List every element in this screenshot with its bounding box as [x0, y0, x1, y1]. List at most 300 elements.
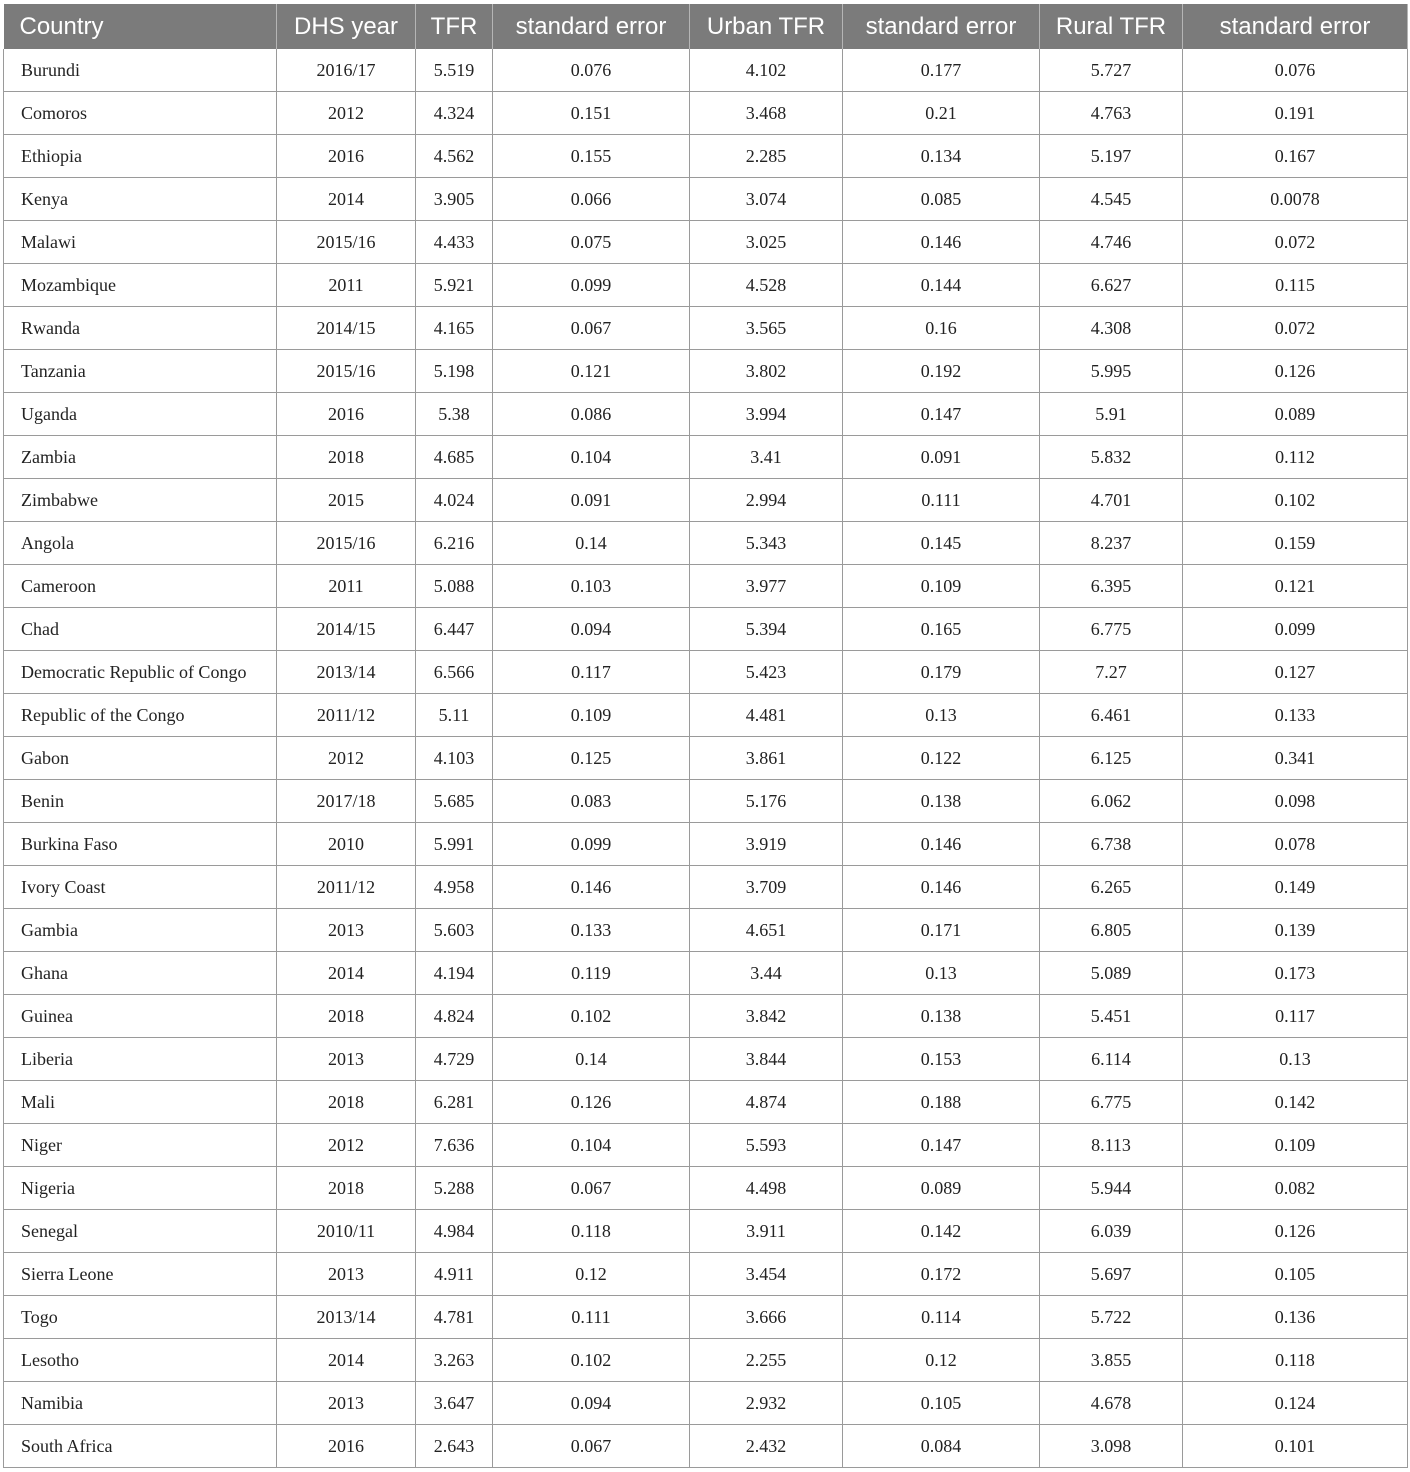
- cell-urban-se: 0.16: [843, 307, 1040, 350]
- cell-rural-se: 0.118: [1183, 1339, 1408, 1382]
- cell-rural-se: 0.072: [1183, 221, 1408, 264]
- cell-tfr: 4.103: [416, 737, 493, 780]
- table-row: [4, 479, 1408, 522]
- cell-tfr: 4.562: [416, 135, 493, 178]
- table-row: [4, 995, 1408, 1038]
- cell-urban-tfr: 3.565: [690, 307, 843, 350]
- cell-urban-se: 0.177: [843, 49, 1040, 92]
- cell-tfr-se: 0.103: [493, 565, 690, 608]
- cell-tfr: 4.685: [416, 436, 493, 479]
- cell-urban-se: 0.165: [843, 608, 1040, 651]
- cell-tfr: 6.281: [416, 1081, 493, 1124]
- cell-tfr: 6.216: [416, 522, 493, 565]
- cell-dhs-year: 2014: [277, 1339, 416, 1382]
- cell-tfr: 4.984: [416, 1210, 493, 1253]
- table-row: [4, 1296, 1408, 1339]
- cell-urban-tfr: 4.498: [690, 1167, 843, 1210]
- cell-tfr: 4.165: [416, 307, 493, 350]
- cell-dhs-year: 2015/16: [277, 522, 416, 565]
- cell-tfr-se: 0.126: [493, 1081, 690, 1124]
- cell-country: Nigeria: [4, 1167, 277, 1210]
- cell-rural-tfr: 6.395: [1040, 565, 1183, 608]
- cell-country: Mozambique: [4, 264, 277, 307]
- cell-rural-se: 0.076: [1183, 49, 1408, 92]
- cell-tfr: 5.38: [416, 393, 493, 436]
- cell-urban-tfr: 2.432: [690, 1425, 843, 1468]
- cell-rural-se: 0.072: [1183, 307, 1408, 350]
- cell-urban-se: 0.179: [843, 651, 1040, 694]
- table-row: [4, 178, 1408, 221]
- header-urban-standard-error: standard error: [843, 4, 1040, 49]
- cell-country: Chad: [4, 608, 277, 651]
- cell-tfr-se: 0.111: [493, 1296, 690, 1339]
- cell-dhs-year: 2016: [277, 135, 416, 178]
- cell-tfr-se: 0.086: [493, 393, 690, 436]
- cell-country: Senegal: [4, 1210, 277, 1253]
- header-row: [4, 4, 1408, 49]
- cell-tfr: 5.685: [416, 780, 493, 823]
- cell-dhs-year: 2014/15: [277, 608, 416, 651]
- cell-urban-se: 0.146: [843, 221, 1040, 264]
- cell-urban-tfr: 3.994: [690, 393, 843, 436]
- tfr-table: [3, 4, 1408, 1468]
- cell-urban-tfr: 3.709: [690, 866, 843, 909]
- cell-urban-se: 0.171: [843, 909, 1040, 952]
- cell-urban-tfr: 3.468: [690, 92, 843, 135]
- cell-urban-tfr: 5.394: [690, 608, 843, 651]
- cell-tfr: 5.519: [416, 49, 493, 92]
- cell-tfr-se: 0.14: [493, 522, 690, 565]
- cell-tfr: 3.905: [416, 178, 493, 221]
- cell-rural-tfr: 5.451: [1040, 995, 1183, 1038]
- cell-tfr: 4.433: [416, 221, 493, 264]
- cell-tfr: 4.911: [416, 1253, 493, 1296]
- cell-rural-se: 0.117: [1183, 995, 1408, 1038]
- cell-rural-tfr: 7.27: [1040, 651, 1183, 694]
- cell-dhs-year: 2014/15: [277, 307, 416, 350]
- cell-tfr-se: 0.155: [493, 135, 690, 178]
- cell-rural-tfr: 6.775: [1040, 608, 1183, 651]
- cell-tfr-se: 0.099: [493, 264, 690, 307]
- cell-tfr-se: 0.066: [493, 178, 690, 221]
- cell-tfr-se: 0.075: [493, 221, 690, 264]
- cell-urban-se: 0.192: [843, 350, 1040, 393]
- cell-dhs-year: 2018: [277, 1167, 416, 1210]
- cell-country: Zimbabwe: [4, 479, 277, 522]
- cell-tfr-se: 0.102: [493, 995, 690, 1038]
- cell-rural-tfr: 5.697: [1040, 1253, 1183, 1296]
- cell-urban-se: 0.091: [843, 436, 1040, 479]
- cell-tfr-se: 0.12: [493, 1253, 690, 1296]
- cell-tfr: 3.647: [416, 1382, 493, 1425]
- cell-rural-tfr: 6.775: [1040, 1081, 1183, 1124]
- cell-urban-se: 0.111: [843, 479, 1040, 522]
- cell-urban-tfr: 3.977: [690, 565, 843, 608]
- cell-tfr-se: 0.091: [493, 479, 690, 522]
- cell-rural-se: 0.115: [1183, 264, 1408, 307]
- cell-tfr-se: 0.109: [493, 694, 690, 737]
- cell-tfr: 3.263: [416, 1339, 493, 1382]
- cell-urban-tfr: 3.44: [690, 952, 843, 995]
- cell-urban-tfr: 3.919: [690, 823, 843, 866]
- table-row: [4, 1124, 1408, 1167]
- cell-rural-tfr: 4.763: [1040, 92, 1183, 135]
- cell-urban-tfr: 3.025: [690, 221, 843, 264]
- table-row: [4, 264, 1408, 307]
- cell-urban-tfr: 4.528: [690, 264, 843, 307]
- cell-dhs-year: 2014: [277, 952, 416, 995]
- cell-tfr-se: 0.099: [493, 823, 690, 866]
- cell-dhs-year: 2012: [277, 92, 416, 135]
- cell-rural-tfr: 5.089: [1040, 952, 1183, 995]
- cell-dhs-year: 2013: [277, 1253, 416, 1296]
- cell-dhs-year: 2016: [277, 393, 416, 436]
- cell-tfr-se: 0.104: [493, 436, 690, 479]
- cell-rural-se: 0.191: [1183, 92, 1408, 135]
- cell-country: Democratic Republic of Congo: [4, 651, 277, 694]
- cell-dhs-year: 2012: [277, 1124, 416, 1167]
- cell-tfr-se: 0.067: [493, 307, 690, 350]
- table-row: [4, 92, 1408, 135]
- cell-urban-tfr: 3.911: [690, 1210, 843, 1253]
- cell-rural-tfr: 6.805: [1040, 909, 1183, 952]
- table-body: [4, 49, 1408, 1468]
- cell-urban-se: 0.13: [843, 952, 1040, 995]
- cell-urban-tfr: 3.454: [690, 1253, 843, 1296]
- cell-country: Lesotho: [4, 1339, 277, 1382]
- table-row: [4, 694, 1408, 737]
- cell-urban-se: 0.084: [843, 1425, 1040, 1468]
- table-row: [4, 952, 1408, 995]
- cell-rural-se: 0.139: [1183, 909, 1408, 952]
- cell-country: Mali: [4, 1081, 277, 1124]
- table-row: [4, 307, 1408, 350]
- table-row: [4, 565, 1408, 608]
- cell-tfr-se: 0.125: [493, 737, 690, 780]
- cell-urban-tfr: 3.861: [690, 737, 843, 780]
- cell-urban-tfr: 3.844: [690, 1038, 843, 1081]
- cell-dhs-year: 2012: [277, 737, 416, 780]
- cell-urban-se: 0.146: [843, 866, 1040, 909]
- cell-urban-tfr: 5.593: [690, 1124, 843, 1167]
- cell-rural-tfr: 5.944: [1040, 1167, 1183, 1210]
- cell-urban-tfr: 4.481: [690, 694, 843, 737]
- cell-rural-tfr: 4.701: [1040, 479, 1183, 522]
- cell-urban-tfr: 4.651: [690, 909, 843, 952]
- cell-rural-tfr: 6.125: [1040, 737, 1183, 780]
- cell-dhs-year: 2018: [277, 995, 416, 1038]
- cell-dhs-year: 2016: [277, 1425, 416, 1468]
- cell-tfr: 5.921: [416, 264, 493, 307]
- cell-rural-tfr: 5.722: [1040, 1296, 1183, 1339]
- table-row: [4, 608, 1408, 651]
- cell-rural-se: 0.124: [1183, 1382, 1408, 1425]
- cell-rural-tfr: 8.237: [1040, 522, 1183, 565]
- cell-urban-tfr: 5.423: [690, 651, 843, 694]
- cell-tfr-se: 0.067: [493, 1425, 690, 1468]
- header-rural-standard-error: standard error: [1183, 4, 1408, 49]
- cell-rural-se: 0.149: [1183, 866, 1408, 909]
- cell-urban-se: 0.142: [843, 1210, 1040, 1253]
- cell-tfr: 7.636: [416, 1124, 493, 1167]
- table-row: [4, 651, 1408, 694]
- cell-urban-se: 0.122: [843, 737, 1040, 780]
- cell-tfr: 4.824: [416, 995, 493, 1038]
- cell-rural-se: 0.159: [1183, 522, 1408, 565]
- cell-urban-tfr: 5.343: [690, 522, 843, 565]
- cell-urban-tfr: 4.102: [690, 49, 843, 92]
- tfr-table-container: [3, 4, 1407, 1468]
- cell-country: Republic of the Congo: [4, 694, 277, 737]
- cell-dhs-year: 2013/14: [277, 1296, 416, 1339]
- header-tfr-standard-error: standard error: [493, 4, 690, 49]
- cell-country: Gambia: [4, 909, 277, 952]
- table-row: [4, 49, 1408, 92]
- cell-rural-se: 0.098: [1183, 780, 1408, 823]
- cell-country: Ivory Coast: [4, 866, 277, 909]
- cell-rural-se: 0.167: [1183, 135, 1408, 178]
- cell-rural-tfr: 4.678: [1040, 1382, 1183, 1425]
- cell-tfr: 5.288: [416, 1167, 493, 1210]
- cell-rural-se: 0.109: [1183, 1124, 1408, 1167]
- table-row: [4, 1038, 1408, 1081]
- cell-tfr-se: 0.118: [493, 1210, 690, 1253]
- cell-rural-se: 0.142: [1183, 1081, 1408, 1124]
- cell-rural-tfr: 5.197: [1040, 135, 1183, 178]
- cell-tfr: 5.198: [416, 350, 493, 393]
- cell-country: Ethiopia: [4, 135, 277, 178]
- cell-urban-se: 0.147: [843, 1124, 1040, 1167]
- cell-tfr-se: 0.083: [493, 780, 690, 823]
- cell-rural-se: 0.13: [1183, 1038, 1408, 1081]
- cell-country: Togo: [4, 1296, 277, 1339]
- header-urban-tfr: Urban TFR: [690, 4, 843, 49]
- cell-dhs-year: 2015: [277, 479, 416, 522]
- cell-dhs-year: 2013/14: [277, 651, 416, 694]
- cell-dhs-year: 2014: [277, 178, 416, 221]
- cell-tfr-se: 0.102: [493, 1339, 690, 1382]
- cell-rural-tfr: 5.727: [1040, 49, 1183, 92]
- cell-rural-tfr: 5.91: [1040, 393, 1183, 436]
- cell-rural-se: 0.341: [1183, 737, 1408, 780]
- cell-country: Ghana: [4, 952, 277, 995]
- cell-rural-se: 0.127: [1183, 651, 1408, 694]
- cell-urban-tfr: 3.666: [690, 1296, 843, 1339]
- cell-rural-tfr: 8.113: [1040, 1124, 1183, 1167]
- cell-urban-se: 0.188: [843, 1081, 1040, 1124]
- cell-urban-tfr: 2.255: [690, 1339, 843, 1382]
- cell-country: Malawi: [4, 221, 277, 264]
- cell-tfr-se: 0.104: [493, 1124, 690, 1167]
- table-row: [4, 393, 1408, 436]
- cell-tfr: 4.024: [416, 479, 493, 522]
- cell-country: Zambia: [4, 436, 277, 479]
- cell-dhs-year: 2015/16: [277, 350, 416, 393]
- table-row: [4, 350, 1408, 393]
- cell-urban-se: 0.13: [843, 694, 1040, 737]
- cell-urban-tfr: 2.932: [690, 1382, 843, 1425]
- cell-rural-se: 0.133: [1183, 694, 1408, 737]
- table-row: [4, 1253, 1408, 1296]
- cell-tfr-se: 0.151: [493, 92, 690, 135]
- cell-rural-se: 0.136: [1183, 1296, 1408, 1339]
- cell-tfr: 5.991: [416, 823, 493, 866]
- cell-rural-se: 0.121: [1183, 565, 1408, 608]
- cell-rural-tfr: 5.832: [1040, 436, 1183, 479]
- cell-tfr: 5.11: [416, 694, 493, 737]
- cell-country: Comoros: [4, 92, 277, 135]
- cell-country: Kenya: [4, 178, 277, 221]
- cell-rural-tfr: 6.114: [1040, 1038, 1183, 1081]
- cell-rural-se: 0.173: [1183, 952, 1408, 995]
- cell-tfr-se: 0.133: [493, 909, 690, 952]
- cell-rural-tfr: 4.308: [1040, 307, 1183, 350]
- cell-urban-tfr: 2.994: [690, 479, 843, 522]
- cell-rural-se: 0.0078: [1183, 178, 1408, 221]
- cell-tfr: 6.447: [416, 608, 493, 651]
- cell-rural-tfr: 3.855: [1040, 1339, 1183, 1382]
- cell-urban-tfr: 3.842: [690, 995, 843, 1038]
- cell-rural-se: 0.099: [1183, 608, 1408, 651]
- cell-tfr: 4.194: [416, 952, 493, 995]
- cell-rural-tfr: 4.545: [1040, 178, 1183, 221]
- table-row: [4, 909, 1408, 952]
- cell-dhs-year: 2017/18: [277, 780, 416, 823]
- cell-tfr: 4.729: [416, 1038, 493, 1081]
- header-tfr: TFR: [416, 4, 493, 49]
- table-header: [4, 4, 1408, 49]
- cell-rural-tfr: 6.738: [1040, 823, 1183, 866]
- cell-urban-se: 0.114: [843, 1296, 1040, 1339]
- cell-rural-se: 0.078: [1183, 823, 1408, 866]
- table-row: [4, 522, 1408, 565]
- cell-rural-tfr: 6.039: [1040, 1210, 1183, 1253]
- cell-tfr: 5.088: [416, 565, 493, 608]
- cell-urban-se: 0.172: [843, 1253, 1040, 1296]
- table-row: [4, 1339, 1408, 1382]
- cell-tfr-se: 0.146: [493, 866, 690, 909]
- cell-dhs-year: 2013: [277, 1382, 416, 1425]
- cell-rural-se: 0.102: [1183, 479, 1408, 522]
- table-row: [4, 1081, 1408, 1124]
- cell-dhs-year: 2016/17: [277, 49, 416, 92]
- cell-urban-tfr: 2.285: [690, 135, 843, 178]
- cell-tfr: 6.566: [416, 651, 493, 694]
- cell-dhs-year: 2018: [277, 436, 416, 479]
- table-row: [4, 436, 1408, 479]
- cell-tfr: 4.324: [416, 92, 493, 135]
- cell-country: Benin: [4, 780, 277, 823]
- table-row: [4, 1425, 1408, 1468]
- cell-urban-se: 0.138: [843, 995, 1040, 1038]
- cell-country: Rwanda: [4, 307, 277, 350]
- cell-urban-tfr: 3.802: [690, 350, 843, 393]
- cell-rural-tfr: 6.062: [1040, 780, 1183, 823]
- cell-urban-tfr: 4.874: [690, 1081, 843, 1124]
- cell-urban-se: 0.146: [843, 823, 1040, 866]
- cell-rural-tfr: 6.461: [1040, 694, 1183, 737]
- cell-country: Niger: [4, 1124, 277, 1167]
- table-row: [4, 1210, 1408, 1253]
- cell-tfr-se: 0.121: [493, 350, 690, 393]
- cell-rural-tfr: 5.995: [1040, 350, 1183, 393]
- cell-dhs-year: 2010/11: [277, 1210, 416, 1253]
- cell-country: Sierra Leone: [4, 1253, 277, 1296]
- cell-dhs-year: 2015/16: [277, 221, 416, 264]
- cell-tfr: 5.603: [416, 909, 493, 952]
- cell-country: Namibia: [4, 1382, 277, 1425]
- cell-tfr-se: 0.094: [493, 608, 690, 651]
- cell-rural-tfr: 6.627: [1040, 264, 1183, 307]
- cell-urban-se: 0.138: [843, 780, 1040, 823]
- cell-urban-se: 0.12: [843, 1339, 1040, 1382]
- cell-urban-se: 0.085: [843, 178, 1040, 221]
- table-row: [4, 780, 1408, 823]
- cell-rural-se: 0.089: [1183, 393, 1408, 436]
- cell-dhs-year: 2011/12: [277, 866, 416, 909]
- cell-rural-se: 0.126: [1183, 1210, 1408, 1253]
- cell-urban-se: 0.105: [843, 1382, 1040, 1425]
- cell-tfr: 4.958: [416, 866, 493, 909]
- table-row: [4, 221, 1408, 264]
- cell-tfr-se: 0.117: [493, 651, 690, 694]
- cell-rural-se: 0.105: [1183, 1253, 1408, 1296]
- header-country: Country: [4, 4, 277, 49]
- cell-tfr-se: 0.14: [493, 1038, 690, 1081]
- cell-dhs-year: 2013: [277, 1038, 416, 1081]
- cell-urban-se: 0.153: [843, 1038, 1040, 1081]
- cell-dhs-year: 2011/12: [277, 694, 416, 737]
- cell-country: South Africa: [4, 1425, 277, 1468]
- cell-rural-tfr: 6.265: [1040, 866, 1183, 909]
- cell-country: Angola: [4, 522, 277, 565]
- cell-country: Guinea: [4, 995, 277, 1038]
- cell-urban-tfr: 3.074: [690, 178, 843, 221]
- cell-dhs-year: 2013: [277, 909, 416, 952]
- cell-country: Cameroon: [4, 565, 277, 608]
- cell-urban-se: 0.109: [843, 565, 1040, 608]
- cell-urban-se: 0.134: [843, 135, 1040, 178]
- cell-rural-se: 0.082: [1183, 1167, 1408, 1210]
- cell-urban-se: 0.144: [843, 264, 1040, 307]
- cell-rural-se: 0.126: [1183, 350, 1408, 393]
- cell-rural-se: 0.101: [1183, 1425, 1408, 1468]
- cell-country: Burundi: [4, 49, 277, 92]
- cell-rural-tfr: 4.746: [1040, 221, 1183, 264]
- cell-tfr: 4.781: [416, 1296, 493, 1339]
- cell-country: Gabon: [4, 737, 277, 780]
- cell-urban-se: 0.089: [843, 1167, 1040, 1210]
- cell-urban-tfr: 5.176: [690, 780, 843, 823]
- cell-rural-se: 0.112: [1183, 436, 1408, 479]
- cell-tfr-se: 0.119: [493, 952, 690, 995]
- header-dhs-year: DHS year: [277, 4, 416, 49]
- table-row: [4, 866, 1408, 909]
- cell-tfr-se: 0.094: [493, 1382, 690, 1425]
- cell-country: Tanzania: [4, 350, 277, 393]
- cell-dhs-year: 2011: [277, 565, 416, 608]
- cell-urban-se: 0.145: [843, 522, 1040, 565]
- cell-rural-tfr: 3.098: [1040, 1425, 1183, 1468]
- cell-country: Uganda: [4, 393, 277, 436]
- cell-urban-tfr: 3.41: [690, 436, 843, 479]
- cell-tfr-se: 0.076: [493, 49, 690, 92]
- table-row: [4, 1382, 1408, 1425]
- table-row: [4, 823, 1408, 866]
- header-rural-tfr: Rural TFR: [1040, 4, 1183, 49]
- cell-tfr-se: 0.067: [493, 1167, 690, 1210]
- table-row: [4, 1167, 1408, 1210]
